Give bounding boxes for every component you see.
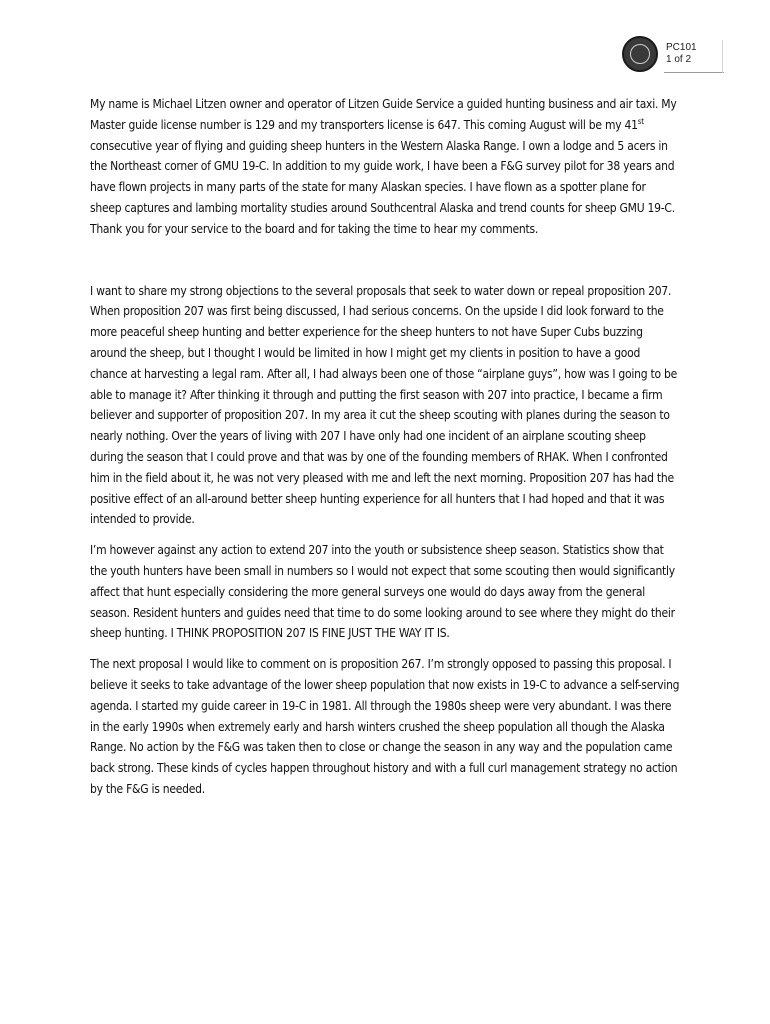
stamp-text	[666, 36, 697, 66]
state-seal-icon	[622, 36, 658, 72]
ordinal-superscript: st	[637, 116, 644, 126]
page-stamp	[622, 36, 697, 72]
paragraph-introduction	[90, 94, 680, 240]
paragraph-proposition-267: The next proposal I would like to comment on is proposition 267. I’m strongly opposed to passing this proposal. I believe it seeks to take advantage of the lower sheep population that now exists in 19-C to advance a self-serving agenda. I started my guide career in 19-C in 1981. All through the 1980s sheep were very abundant. I was there in the early 1990s when extremely early and harsh winters crushed the sheep population all though the Alaska Range. No action by the F&G was taken then to close or change the season in any way and the population came back strong. These kinds of cycles happen throughout history and with a full curl management strategy no action by the F&G is needed.	[90, 657, 680, 796]
paragraph-youth-season: I’m however against any action to extend 207 into the youth or subsistence sheep season. Statistics show that the youth hunters have been small in numbers so I would not expect that some scouting then would significantly affect that hunt especially considering the more general surveys one would do days away from the general season. Resident hunters and guides need that time to do some looking around to see where they might do their sheep hunting. I THINK PROPOSITION 207 IS FINE JUST THE WAY IT IS.	[90, 543, 675, 641]
paragraph-proposition-207: I want to share my strong objections to the several proposals that seek to water down or repeal proposition 207. When proposition 207 was first being discussed, I had serious concerns. On the upside I did look forward to the more peaceful sheep hunting and better experience for the sheep hunters to not have Super Cubs buzzing around the sheep, but I thought I would be limited in how I might get my clients in position to have a good chance at harvesting a legal ram. After all, I had always been one of those “airplane guys”, how was I going to be able to manage it? After thinking it through and putting the first season with 207 into practice, I became a firm believer and supporter of proposition 207. In my area it cut the sheep scouting with planes during the season to nearly nothing. Over the years of living with 207 I have only had one incident of an airplane scouting sheep during the season that I could prove and that was by one of the founding members of RHAK. When I confronted him in the field about it, he was not very pleased with me and left the next morning. Proposition 207 has had the positive effect of an all-around better sheep hunting experience for all hunters that I had hoped and that it was intended to provide.	[90, 283, 678, 527]
stamp-divider	[664, 72, 724, 73]
intro-text-part-1: My name is Michael Litzen owner and operator of Litzen Guide Service a guided hunting business and air taxi. My Master guide license number is 129 and my transporters license is 647. This coming August will be my 41	[90, 97, 677, 132]
stamp-id: PC101	[666, 42, 697, 53]
stamp-edge-line	[722, 40, 723, 73]
page-counter: 1 of 2	[666, 54, 692, 65]
intro-text-part-2: consecutive year of flying and guiding sheep hunters in the Western Alaska Range. I own a lodge and 5 acers in the Northeast corner of GMU 19-C. In addition to my guide work, I have been a F&G survey pilot for 38 years and have flown projects in many parts of the state for many Alaskan species. I have flown as a spotter plane for sheep captures and lambing mortality studies around Southcentral Alaska and trend counts for sheep GMU 19-C. Thank you for your service to the board and for taking the time to hear my comments.	[90, 138, 675, 236]
letter-body	[90, 94, 680, 800]
